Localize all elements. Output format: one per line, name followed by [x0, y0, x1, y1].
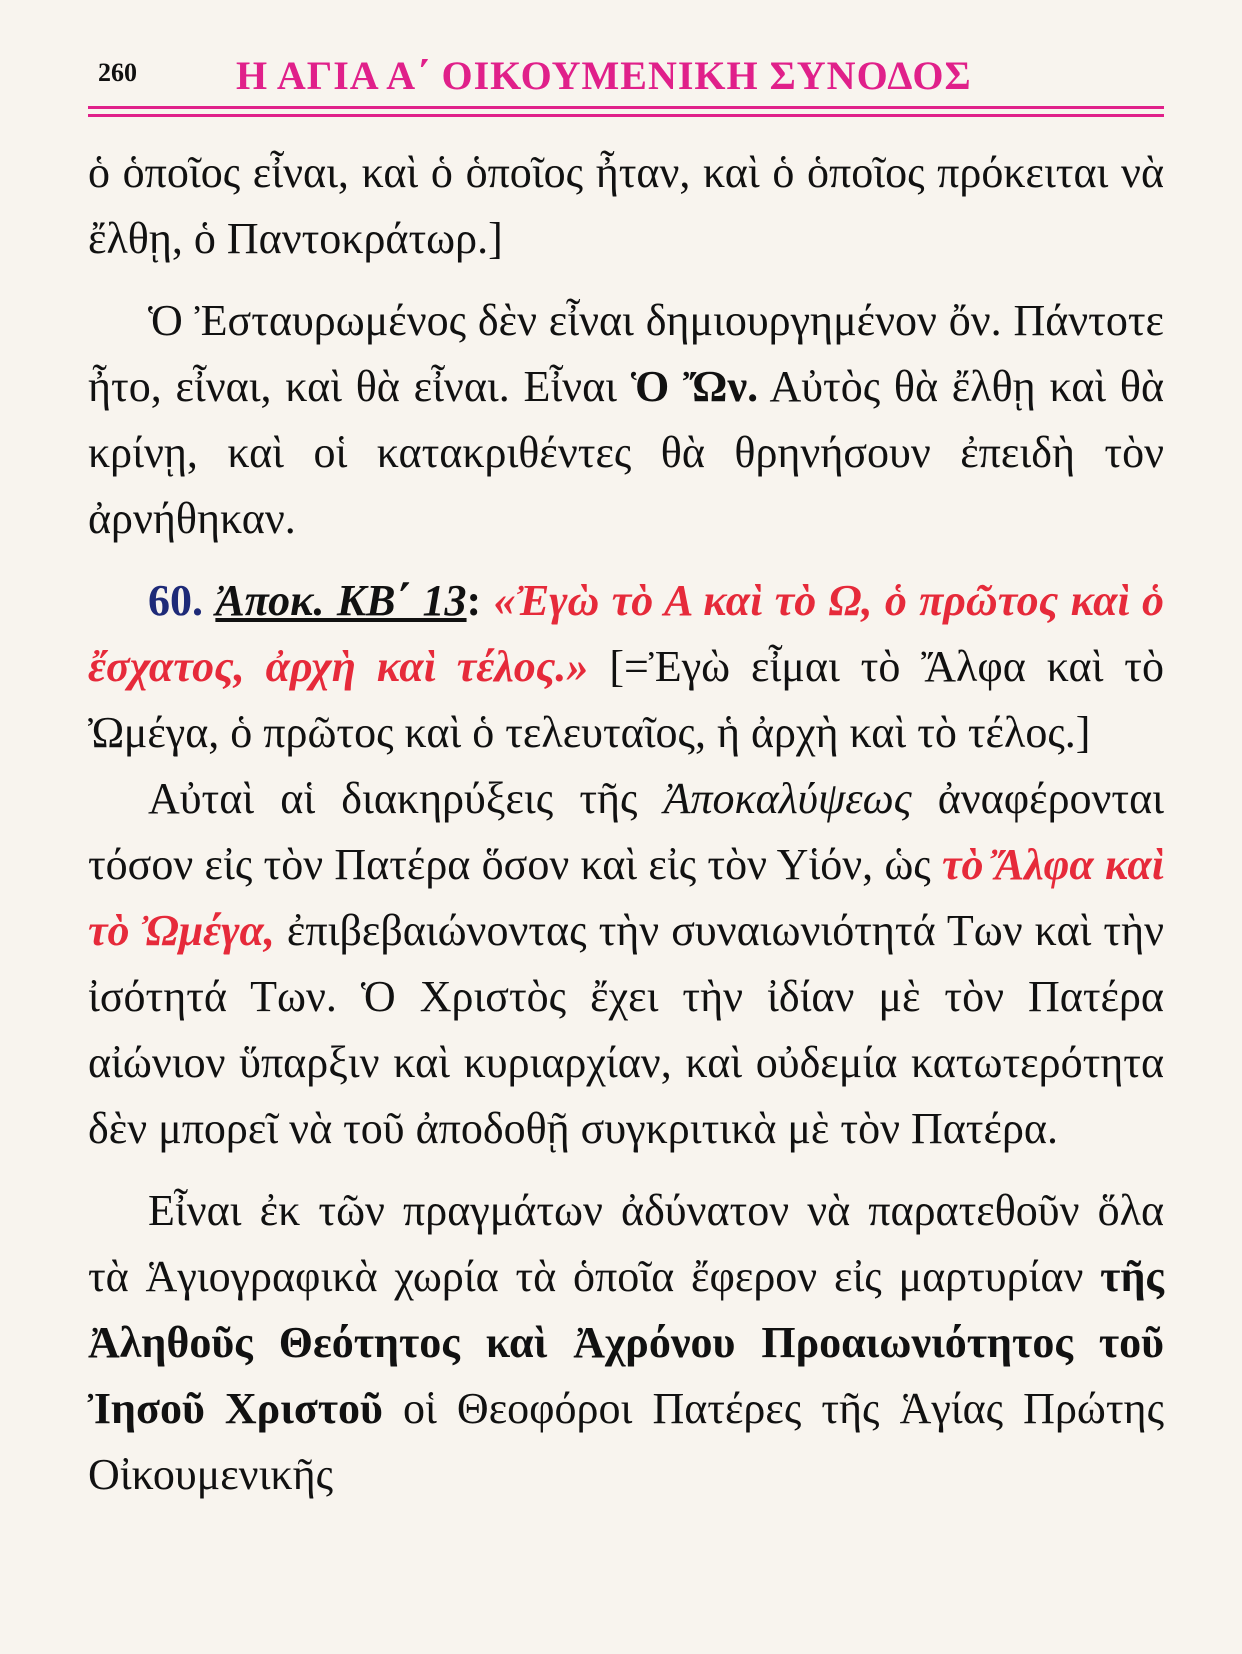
page-body [88, 140, 1164, 1508]
paragraph-60 [88, 568, 1164, 766]
paragraph-2-text-b: Αὐτὸς θὰ ἔλθῃ καὶ θὰ κρίνῃ, καὶ οἱ κατακριθέντες θὰ θρηνήσουν ἐπειδὴ τὸν ἀρνήθηκαν. [88, 362, 1165, 543]
paragraph-4-text-c: ἐπιβεβαιώνοντας τὴν συναιωνιότητά Των καὶ τὴν ἰσότητά Των. Ὁ Χριστὸς ἔχει τὴν ἰδίαν μὲ τὸν Πατέρα αἰώνιον ὕπαρξιν καὶ κυριαρχίαν, καὶ οὐδεμία κατωτερότητα δὲν μπορεῖ νὰ τοῦ ἀποδοθῇ συγκριτικὰ μὲ τὸν Πατέρα. [88, 906, 1164, 1153]
paragraph-4-italic: Ἀποκαλύψεως [663, 774, 912, 823]
paragraph-2-text-a: Ὁ Ἐσταυρωμένος δὲν εἶναι δημιουργημένον ὄν. Πάντοτε ἦτο, εἶναι, καὶ θὰ εἶναι. Εἶναι [88, 296, 1164, 411]
paragraph-4-red: τὸ Ἄλφα καὶ τὸ Ὠμέγα, [88, 840, 1164, 955]
paragraph-4-text-b: ἀναφέρονται τόσον εἰς τὸν Πατέρα ὅσον καὶ εἰς τὸν Υἱόν, ὡς [88, 774, 1164, 889]
paragraph-4-text-a: Αὐταὶ αἱ διακηρύξεις τῆς [148, 774, 664, 823]
paragraph-2 [88, 288, 1164, 552]
header-rule-bottom [88, 114, 1164, 117]
paragraph-4 [88, 766, 1164, 1162]
paragraph-1-text: ὁ ὁποῖος εἶναι, καὶ ὁ ὁποῖος ἦταν, καὶ ὁ ὁποῖος πρόκειται νὰ ἔλθῃ, ὁ Παντοκράτωρ.] [88, 148, 1164, 263]
header-rule-top [88, 106, 1164, 109]
reference-colon: : [466, 576, 482, 625]
paraphrase-text: [=Ἐγὼ εἶμαι τὸ Ἄλφα καὶ τὸ Ὠμέγα, ὁ πρῶτος καὶ ὁ τελευταῖος, ἡ ἀρχὴ καὶ τὸ τέλος.] [88, 642, 1164, 757]
running-title: Η ΑΓΙΑ Α΄ ΟΙΚΟΥΜΕΝΙΚΗ ΣΥΝΟΔΟΣ [236, 53, 972, 98]
paragraph-1 [88, 140, 1164, 272]
paragraph-2-bold: Ὁ Ὤν. [630, 362, 759, 411]
page-header [88, 52, 1164, 102]
page-number: 260 [98, 58, 137, 87]
scripture-quote: «Ἐγὼ τὸ Α καὶ τὸ Ω, ὁ πρῶτος καὶ ὁ ἔσχατος, ἀρχὴ καὶ τέλος.» [88, 576, 1165, 691]
scripture-reference: Ἀποκ. ΚΒ΄ 13 [215, 576, 467, 625]
paragraph-5 [88, 1178, 1164, 1508]
verse-number: 60. [148, 576, 203, 625]
paragraph-5-text-b: οἱ Θεοφόροι Πατέρες τῆς Ἁγίας Πρώτης Οἰκουμενικῆς [88, 1384, 1164, 1499]
paragraph-5-text-a: Εἶναι ἐκ τῶν πραγμάτων ἀδύνατον νὰ παρατεθοῦν ὅλα τὰ Ἁγιογραφικὰ χωρία τὰ ὁποῖα ἔφερον εἰς μαρτυρίαν [88, 1186, 1164, 1301]
paragraph-5-bold: τῆς Ἀληθοῦς Θεότητος καὶ Ἀχρόνου Προαιωνιότητος τοῦ Ἰησοῦ Χριστοῦ [88, 1252, 1164, 1433]
